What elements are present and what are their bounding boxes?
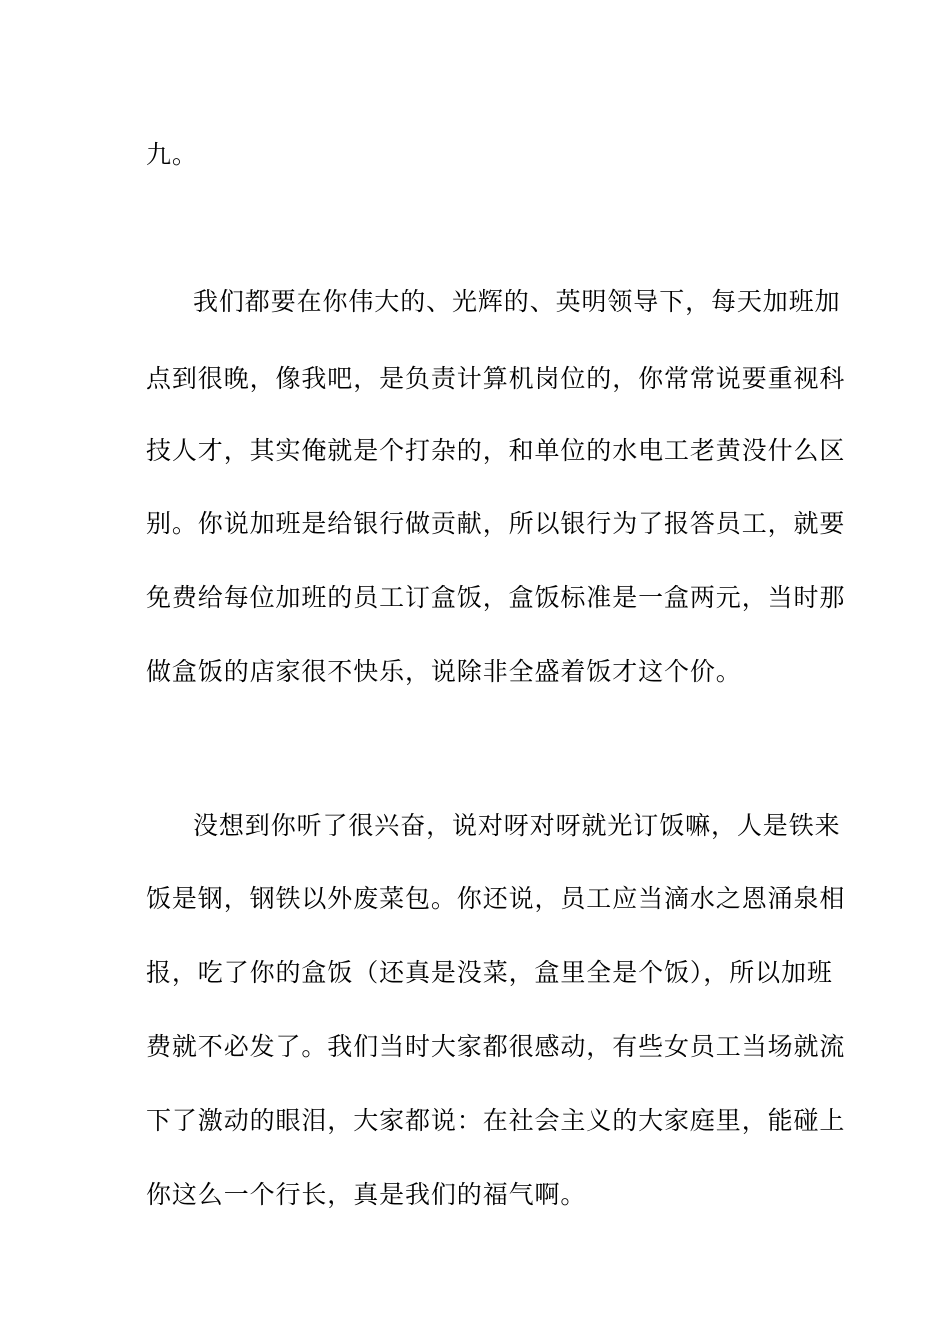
text-line: 你这么一个行长，真是我们的福气啊。: [146, 1180, 587, 1209]
text-line: 报，吃了你的盒饭（还真是没菜，盒里全是个饭），所以加班: [146, 958, 833, 987]
text-line: 做盒饭的店家很不快乐，说除非全盛着饭才这个价。: [146, 657, 742, 686]
text-line: 饭是钢，钢铁以外废菜包。你还说，员工应当滴水之恩涌泉相: [146, 884, 846, 913]
text-line: 点到很晚，像我吧，是负责计算机岗位的，你常常说要重视科: [146, 364, 846, 393]
text-line: 没想到你听了很兴奋，说对呀对呀就光订饭嘛，人是铁来: [193, 811, 841, 840]
text-line: 下了激动的眼泪，大家都说：在社会主义的大家庭里，能碰上: [146, 1106, 846, 1135]
text-line: 技人才，其实俺就是个打杂的，和单位的水电工老黄没什么区: [146, 436, 846, 465]
text-line: 我们都要在你伟大的、光辉的、英明领导下，每天加班加: [193, 287, 841, 316]
text-line: 九。: [146, 140, 198, 169]
text-line: 费就不必发了。我们当时大家都很感动，有些女员工当场就流: [146, 1032, 846, 1061]
text-line: 别。你说加班是给银行做贡献，所以银行为了报答员工，就要: [146, 509, 846, 538]
text-line: 免费给每位加班的员工订盒饭，盒饭标准是一盒两元，当时那: [146, 583, 846, 612]
